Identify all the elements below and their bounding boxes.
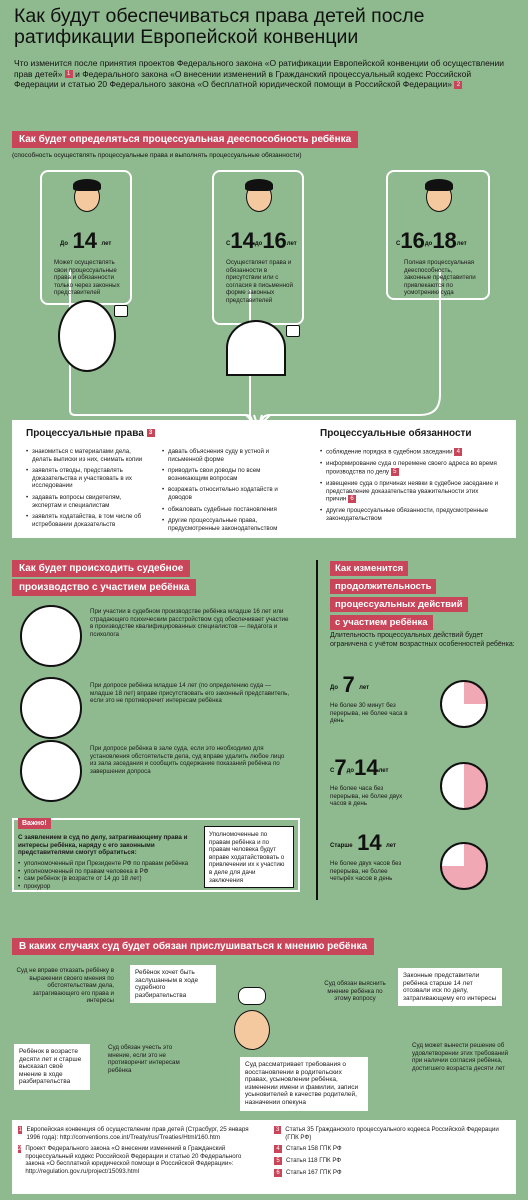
age-card-under14 [40,170,132,305]
rights-list-2 [162,448,302,536]
footnote: 2 Проект Федерального закона «О внесении изменений в Гражданский процессуальный кодекс Российской Федерации и статью 20 Федерального закона «О бесплатной юридической помощи в Российской Федерации»: http://regulation.gov.ru/project/15093.html [18,1145,242,1175]
footnote: 3 Статья 35 Гражданского процессуального кодекса Российской Федерации (ГПК РФ) [275,1126,499,1141]
duration-item: С7до14лет Не более часа без перерыва, не более двух часов в день [330,755,403,808]
age-range: С16до18лет [396,228,467,253]
list-item: • обжаловать судебные постановления [162,506,302,514]
rights-duties-panel [12,420,516,538]
opinion-text: Суд обязан учесть это мнение, если это не противоречит интересам ребёнка [108,1044,180,1074]
list-item: • информирование суда о перемене своего адреса во время производства по делу 5 [320,460,500,476]
section3-heading: Как изменится продолжительность процессуальных действий с участием ребёнка [330,558,510,630]
footnote: 4 Статья 158 ГПК РФ [274,1145,504,1153]
footnotes-panel [12,1120,516,1194]
clock-icon [440,842,488,890]
age-card-text: Полная процессуальная дееспособность, законные представители привлекаются по усмотрению суда [404,259,476,297]
child-hair-icon [245,179,273,191]
age-range: С14до16лет [226,228,297,253]
opinion-text: Суд рассматривает требования о восстановлении в родительских правах, усыновлении ребёнка, изменении имени и фамилии, записи усыновителей в качестве родителей, назначении опекуна [240,1057,368,1111]
list-item: • уполномоченный при Президенте РФ по правам ребёнка [18,860,198,868]
child-face-icon [234,1010,270,1050]
footnote: 5 Статья 118 ГПК РФ [274,1157,504,1165]
intro-part2: и Федерального закона «О внесении изменений в Гражданский процессуальный кодекс Российской Федерации и статью 20 Федерального закона «О бесплатной юридической помощи в Российской Федерации» [14,68,472,90]
footnote-marker[interactable]: 6 [348,495,356,503]
footnote-marker[interactable]: 5 [391,468,399,476]
rights-list-1 [26,448,151,532]
list-item: • заявлять ходатайства, в том числе об истребовании доказательств [26,513,151,528]
courtroom-door-icon [20,740,82,802]
opinion-text: Суд обязан выяснить мнение ребёнка по этому вопросу [324,980,386,1003]
important-frame [12,818,300,892]
opinion-text: Ребёнок хочет быть заслушанным в ходе судебного разбирательства [130,965,216,1003]
section4-heading: В каких случаях суд будет обязан прислушиваться к мнению ребёнка [12,938,374,955]
ombudsman-note: Уполномоченные по правам ребёнка и по правам человека будут вправе ходатайствовать о привлечении их к участию в деле для дачи заключения [204,826,294,888]
age-card-14-16 [212,170,304,325]
child-hair-icon [425,179,453,191]
parent-child-icon [58,300,116,372]
footnote-marker[interactable]: 4 [454,448,462,456]
procedure-item: При допросе ребёнка младше 14 лет (по определению суда — младше 18 лет) вправе присутствовать его законный представитель, если это не противоречит интересам ребёнка [90,682,290,705]
age-range: До 14 лет [60,228,112,253]
footnotes-col2 [274,1126,504,1177]
list-item: • другие процессуальные права, предусмотренные законодательством [162,517,302,532]
age-card-text: Осуществляет права и обязанности в присутствии или с согласия в письменной форме законных представителей [226,259,293,304]
judge-icon [20,605,82,667]
opinion-text: Суд может вынести решение об удовлетворении этих требований при наличии согласия ребёнка, достигшего возраста десяти лет [412,1042,509,1072]
parent-figure-icon [226,320,286,376]
child-hair-icon [73,179,101,191]
list-item: • задавать вопросы свидетелям, экспертам и специалистам [26,494,151,509]
duties-title: Процессуальные обязанности [320,428,472,439]
age-card-16-18 [386,170,490,300]
footnote: 1 Европейская конвенция об осуществлении прав детей (Страсбург, 25 января 1996 года): http://conventions.coe.int/Treaty/rus/Treaties/Html/160.htm [18,1126,249,1141]
section1-heading: Как будет определяться процессуальная дееспособность ребёнка [12,131,358,148]
clock-icon [440,680,488,728]
footnote: 6 Статья 167 ГПК РФ [274,1169,504,1177]
speech-bubble-icon [238,987,266,1005]
section1-subheading: (способность осуществлять процессуальные права и выполнять процессуальные обязанности) [12,152,302,159]
important-title: С заявлением в суд по делу, затрагивающему права и интересы ребёнка, наряду с его законными представителями смогут обратиться: [18,834,188,857]
intro-text [14,58,514,90]
footnotes-col1 [18,1126,258,1176]
opinion-diagram [12,962,516,1107]
clock-icon [440,762,488,810]
rights-title: Процессуальные права 3 [26,428,155,439]
list-item: • давать объяснения суду в устной и письменной форме [162,448,302,463]
opinion-text: Ребёнок в возрасте десяти лет и старше высказал своё мнение в ходе разбирательства [14,1044,90,1090]
procedure-item: При допросе ребёнка в зале суда, если это необходимо для установления обстоятельств дела, суд вправе удалить любое лицо из зала заседания и сообщить содержание показаний ребёнка по завершении допроса [90,745,285,775]
opinion-text: Суд не вправе отказать ребёнку в выражении своего мнения по обстоятельствам дела, затрагивающего его права и интересы [16,967,114,1005]
opinion-text: Законные представители ребёнка старше 14 лет отозвали иск по делу, затрагивающему его интересы [398,968,502,1006]
section-divider [316,560,318,900]
section2-heading: Как будет происходить судебное производство с участием ребёнка [12,558,196,596]
important-label: Важно! [18,818,51,829]
footnote-marker[interactable]: 1 [65,70,73,78]
eye-document-icon [114,305,128,317]
list-item: • знакомиться с материалами дела, делать выписки из них, снимать копии [26,448,151,463]
procedure-item: При участии в судебном производстве ребёнка младше 16 лет или страдающего психическим расстройством суд обеспечивает участие в производстве квалифицированных специалистов — педагога и психолога [90,608,289,638]
list-item: • прокурор [18,883,198,891]
list-item: • приводить свои доводы по всем возникающим вопросам [162,467,302,482]
list-item: • другие процессуальные обязанности, предусмотренные законодательством [320,507,500,522]
list-item: • извещение суда о причинах неявки в судебное заседание и представление доказательства уважительности этих причин 6 [320,480,500,503]
page-title: Как будут обеспечиваться права детей после ратификации Европейской конвенции [14,5,425,48]
duration-item: До 7 лет Не более 30 минут без перерыва, не более часа в день [330,672,408,725]
duration-item: Старше 14 лет Не более двух часов без перерыва, не более четырёх часов в день [330,830,402,883]
intro-part1: Что изменится после принятия проектов Федерального закона «О ратификации Европейской конвенции об осуществлении прав детей» [14,58,505,79]
child-representative-icon [20,677,82,739]
eye-document-icon [286,325,300,337]
list-item: • возражать относительно ходатайств и доводов [162,486,302,501]
list-item: • сам ребёнок (в возрасте от 14 до 18 лет) [18,875,198,883]
footnote-marker[interactable]: 3 [147,429,155,437]
duties-list [320,448,500,527]
important-list [18,860,198,890]
footnote-marker[interactable]: 2 [454,81,462,89]
list-item: • заявлять отводы, представлять доказательства и участвовать в их исследовании [26,467,151,490]
list-item: • соблюдение порядка в судебном заседании 4 [320,448,500,456]
list-item: • уполномоченный по правам человека в РФ [18,868,198,876]
section3-intro: Длительность процессуальных действий будет ограничена с учётом возрастных особенностей ребёнка: [330,632,515,648]
age-card-text: Может осуществлять свои процессуальные права и обязанности только через законных представителей [54,259,120,297]
